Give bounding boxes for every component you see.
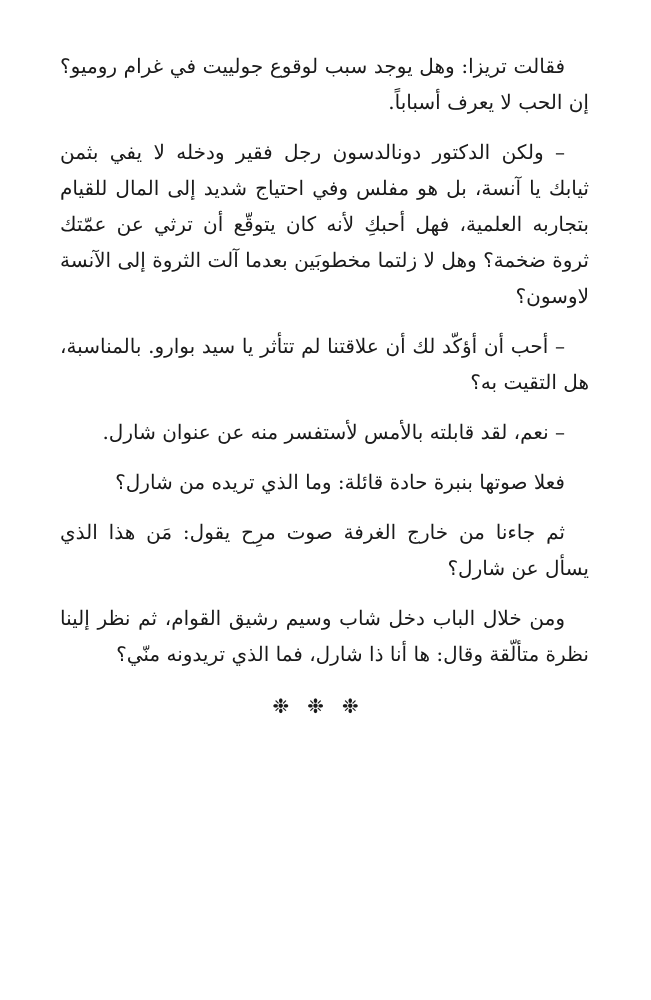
- paragraph-6: ثم جاءنا من خارج الغرفة صوت مرِح يقول: مَن هذا الذي يسأل عن شارل؟: [60, 520, 589, 580]
- paragraph-7: ومن خلال الباب دخل شاب وسيم رشيق القوام، ثم نظر إلينا نظرة متألّقة وقال: ها أنا ذا شارل، فما الذي تريدونه منّي؟: [60, 606, 589, 666]
- page-text: [60, 48, 589, 724]
- asterism-icon: ❉: [341, 694, 377, 718]
- asterism-icon: ❉: [272, 694, 308, 718]
- asterism-icon: ❉: [307, 694, 342, 718]
- section-separator: [60, 688, 589, 724]
- paragraph-5: فعلا صوتها بنبرة حادة قائلة: وما الذي تريده من شارل؟: [115, 470, 565, 494]
- paragraph-4: – نعم، لقد قابلته بالأمس لأستفسر منه عن عنوان شارل.: [102, 420, 565, 444]
- paragraph-2: – ولكن الدكتور دونالدسون رجل فقير ودخله لا يفي بثمن ثيابك يا آنسة، بل هو مفلس وفي احتياج شديد إلى المال للقيام بتجاربه العلمية، فهل أحبكِ لأنه كان يتوقّع أن ترثي عن عمّتك ثروة ضخمة؟ وهل لا زلتما مخطوبَين بعدما آلت الثروة إلى الآنسة لاوسون؟: [60, 140, 589, 308]
- paragraph-1: فقالت تريزا: وهل يوجد سبب لوقوع جولييت في غرام روميو؟ إن الحب لا يعرف أسباباً.: [60, 54, 589, 114]
- paragraph-3: – أحب أن أؤكّد لك أن علاقتنا لم تتأثر يا سيد بوارو. بالمناسبة، هل التقيت به؟: [60, 334, 589, 394]
